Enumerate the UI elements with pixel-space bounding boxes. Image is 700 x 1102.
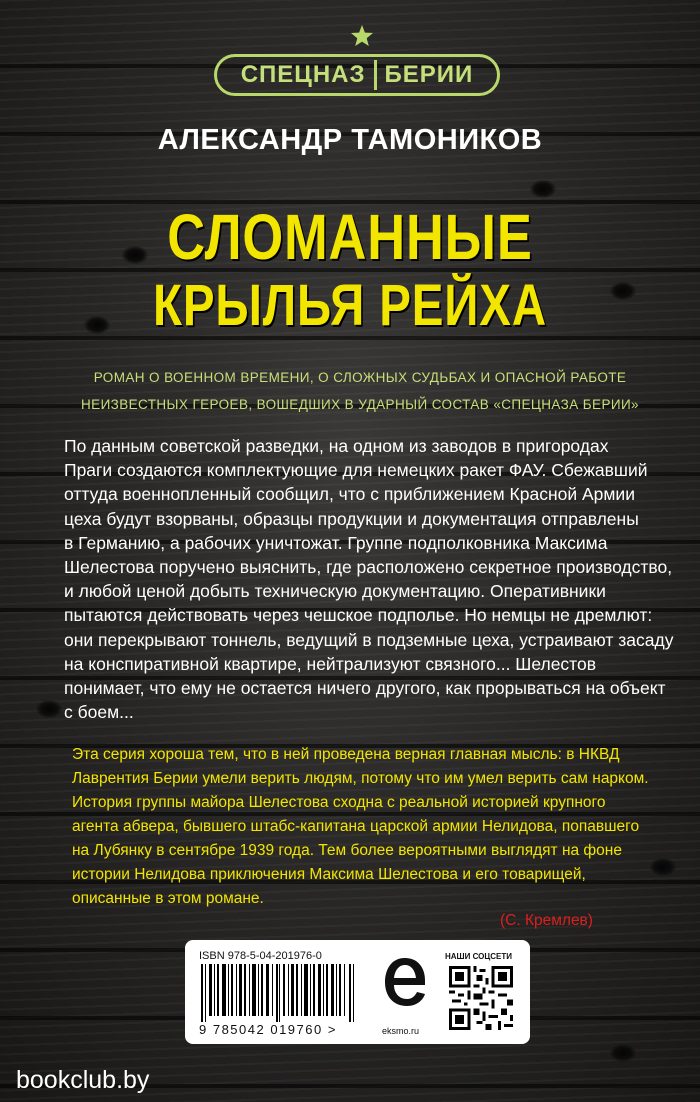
star-icon: [350, 24, 374, 48]
annotation-line: они перекрывают тоннель, ведущий в подземные цеха, устраивают засаду: [64, 629, 674, 650]
annotation-line: с боем...: [64, 702, 134, 723]
annotation-line: цеха будут взорваны, образцы продукции и документация отправлены: [64, 508, 639, 529]
annotation-line: пытаются действовать через чешское подполье. Но немцы не дремлют:: [64, 605, 653, 626]
review-line: истории Нелидова приключения Максима Шелестова и его товарищей,: [72, 866, 586, 883]
wood-knot: [530, 180, 556, 198]
annotation-line: понимает, что ему не остается ничего другого, как прорываться на объект: [64, 678, 666, 699]
review-line: на Лубянку в сентябре 1939 года. Тем более вероятными выглядят на фоне: [72, 842, 622, 859]
book-author: АЛЕКСАНДР ТАМОНИКОВ: [157, 124, 543, 156]
review-quote: [72, 743, 649, 911]
wood-knot: [36, 700, 62, 718]
annotation-line: и любой ценой добыть техническую документацию. Оперативники: [64, 581, 606, 602]
annotation-line: в Германию, а рабочих уничтожат. Группе подполковника Максима: [64, 532, 608, 553]
barcode-icon: [199, 964, 359, 1022]
book-title-line-2: КРЫЛЬЯ РЕЙХА: [152, 273, 547, 338]
annotation-line: оттуда военнопленный сообщил, что с приближением Красной Армии: [64, 484, 635, 505]
book-annotation: [64, 434, 674, 724]
review-line: агента абвера, бывшего штабс-капитана царской армии Нелидова, попавшего: [72, 818, 640, 835]
barcode-panel: [185, 940, 530, 1044]
series-name-right: БЕРИИ: [384, 61, 474, 88]
review-author: (С. Кремлев): [500, 912, 593, 929]
annotation-line: Шелестова поручено выяснить, где расположено секретное производство,: [64, 557, 673, 578]
annotation-line: Праги создаются комплектующие для немецких ракет ФАУ. Сбежавший: [64, 460, 648, 481]
review-line: История группы майора Шелестова сходна с реальной историей крупного: [72, 794, 606, 811]
tagline-line: РОМАН О ВОЕННОМ ВРЕМЕНИ, О СЛОЖНЫХ СУДЬБАХ И ОПАСНОЙ РАБОТЕ: [93, 370, 627, 385]
book-title-line-1: СЛОМАННЫЕ: [167, 201, 533, 273]
series-name-left: СПЕЦНАЗ: [240, 61, 366, 88]
series-badge: [214, 54, 500, 96]
wood-knot: [650, 858, 676, 876]
wood-knot: [610, 1044, 636, 1062]
annotation-line: По данным советской разведки, на одном из заводов в пригородах: [64, 436, 609, 456]
social-label: НАШИ СОЦСЕТИ: [445, 952, 512, 961]
qr-code-icon: [449, 966, 513, 1030]
review-line: Лаврентия Берии умели верить людям, потому что им умел верить сам нарком.: [72, 770, 649, 787]
publisher-logo-icon: [381, 954, 429, 1012]
tagline-line: НЕИЗВЕСТНЫХ ГЕРОЕВ, ВОШЕДШИХ В УДАРНЫЙ СОСТАВ «СПЕЦНАЗА БЕРИИ»: [81, 397, 639, 412]
series-divider: [374, 60, 377, 90]
publisher-site: eksmo.ru: [382, 1026, 420, 1036]
review-line: описанные в этом романе.: [72, 890, 264, 907]
ean-digits: 9 785042 019760 >: [199, 1022, 337, 1037]
isbn-label: ISBN 978-5-04-201976-0: [199, 950, 322, 962]
annotation-line: на конспиративной квартире, нейтрализуют связного... Шелестов: [64, 653, 597, 674]
review-line: Эта серия хороша тем, что в ней проведена верная главная мысль: в НКВД: [72, 746, 620, 763]
watermark: bookclub.by: [16, 1066, 150, 1094]
